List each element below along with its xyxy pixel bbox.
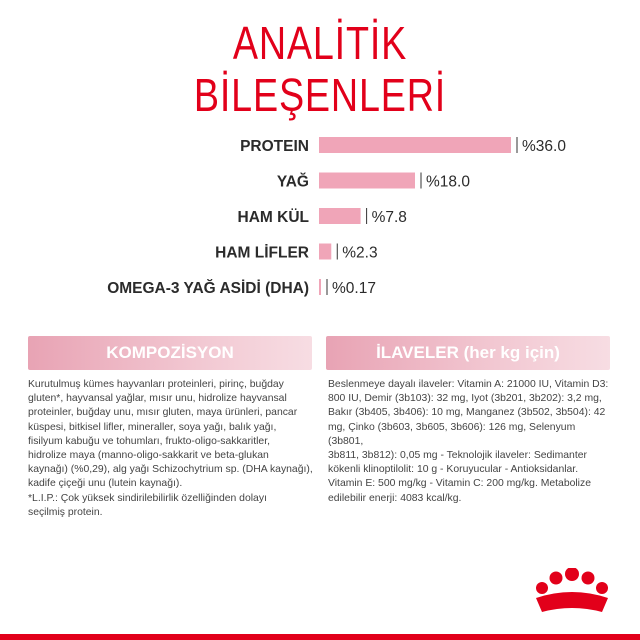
category-label: HAM LİFLER [215, 244, 309, 262]
footer-red-line [0, 634, 640, 640]
value-label: %18.0 [426, 173, 470, 191]
category-label: PROTEIN [240, 138, 309, 155]
bar [319, 137, 511, 153]
category-label: HAM KÜL [237, 209, 309, 226]
additives-text: Beslenmeye dayalı ilaveler: Vitamin A: 21000 IU, Vitamin D3: 800 IU, Demir (3b103): 32 mg, Iyot (3b201, 3b202): 3,2 mg, Bakır (3b405, 3b406): 10 mg, Manganez (3b502, 3b504): 42 mg, Çinko (3b603, 3b605, 3b606): 126 mg, Selenyum (3b801, 3b811, 3b812): 0,05 mg - Teknolojik ilaveler: Sedimanter kökenli klinoptilolit: 10 g - Koruyucular - Antioksidanlar. Vitamin E: 500 mg/kg - Vitamin C: 200 mg/kg. Metabolize edilebilir enerji: 4083 kcal/kg. [328, 379, 609, 504]
analytic-bar-chart [0, 130, 640, 320]
composition-text: Kurutulmuş kümes hayvanları proteinleri, pirinç, buğday gluten*, hayvansal yağlar, mısır unu, hidrolize hayvansal proteinler, buğday unu, mısır gluten, maya ürünleri, pancar küspesi, bitkisel lifler, mineraller, soya yağı, balık yağı, fisilyum kabuğu ve tohumları, frukto-oligo-sakkaritler, hidrolize maya (manno-oligo-sakkarit ve beta-glukan kaynağı) (%0,29), alg yağı Schizochytrium sp. (DHA kaynağı), kadife çiçeği unu (lutein kaynağı). *L.I.P.: Çok yüksek sindirilebilirlik özelliğinden dolayı seçilmiş protein. [28, 379, 313, 518]
category-label: YAĞ [276, 173, 309, 191]
bar [319, 244, 331, 260]
value-label: %36.0 [522, 138, 566, 155]
bar [319, 208, 361, 224]
title-line-1: ANALİTİK [232, 17, 408, 69]
title-line-2: BİLEŞENLERİ [193, 69, 447, 121]
value-label: %2.3 [342, 244, 378, 262]
royal-canin-crown-icon [528, 568, 612, 624]
bar [319, 173, 415, 189]
bar [319, 279, 321, 295]
category-label: OMEGA-3 YAĞ ASİDİ (DHA) [107, 280, 309, 297]
additives-heading: İLAVELER (her kg için) [326, 336, 610, 370]
value-label: %0.17 [332, 280, 376, 297]
value-label: %7.8 [371, 209, 407, 226]
composition-heading: KOMPOZİSYON [28, 336, 312, 370]
